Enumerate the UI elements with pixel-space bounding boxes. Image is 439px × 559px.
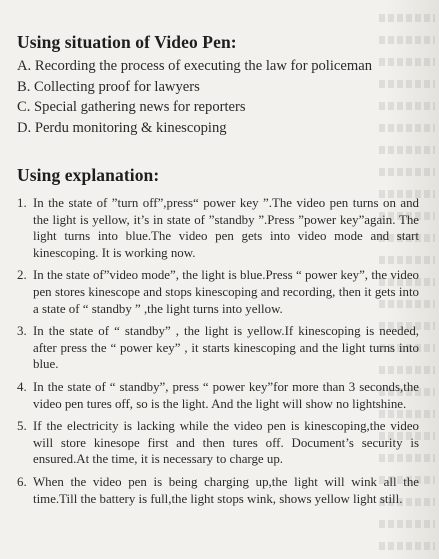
step-4 (17, 379, 419, 412)
step-number: 2. (17, 268, 27, 283)
usage-item-d: D. Perdu monitoring & kinescoping (17, 119, 227, 136)
step-text: In the state of “ standby” , the light is yellow.If kinescoping is needed, after press the “ power key” , it starts kinescoping and the light turns into blue. (33, 324, 419, 372)
step-5 (17, 418, 419, 468)
step-text: In the state of”video mode”, the light is blue.Press “ power key”, the video pen stores kinescope and stops kinescoping and recording, then it gets into a state of “ standby ” ,the light turns into yellow. (33, 268, 419, 316)
step-text: When the video pen is being charging up,the light will wink all the time.Till the battery is full,the light stops wink, shows yellow light still. (33, 474, 419, 506)
step-text: If the electricity is lacking while the video pen is kinescoping,the video will store kinesope first and then tures off. Document’s security is ensured.At the time, it is necessary to charge up. (33, 419, 419, 467)
usage-item-a: A. Recording the process of executing the law for policeman (17, 58, 372, 74)
usage-item-c: C. Special gathering news for reporters (17, 99, 246, 115)
step-number: 4. (17, 379, 27, 394)
usage-item-b: B. Collecting proof for lawyers (17, 78, 200, 95)
step-text: In the state of ”turn off”,press“ power key ”.The video pen turns on and the light is yellow, it’s in state of ”standby ”.Press ”power key”again. The light turns into blue.The video pen gets into video mode and start kinescoping. It is working now. (33, 196, 419, 260)
step-1 (17, 195, 419, 261)
step-6 (17, 474, 419, 507)
step-2 (17, 267, 419, 317)
step-text: In the state of “ standby”, press “ power key”for more than 3 seconds,the video pen tures off, so is the light. And the light will show no lightshine. (33, 379, 419, 411)
manual-content (17, 32, 419, 513)
explanation-steps (17, 195, 419, 507)
usage-list (17, 56, 419, 138)
step-number: 6. (17, 474, 27, 489)
explanation-heading: Using explanation: (17, 165, 160, 185)
usage-heading: Using situation of Video Pen: (17, 32, 237, 52)
step-number: 3. (17, 324, 27, 339)
step-3 (17, 323, 419, 373)
step-number: 1. (17, 196, 27, 210)
step-number: 5. (17, 419, 27, 434)
